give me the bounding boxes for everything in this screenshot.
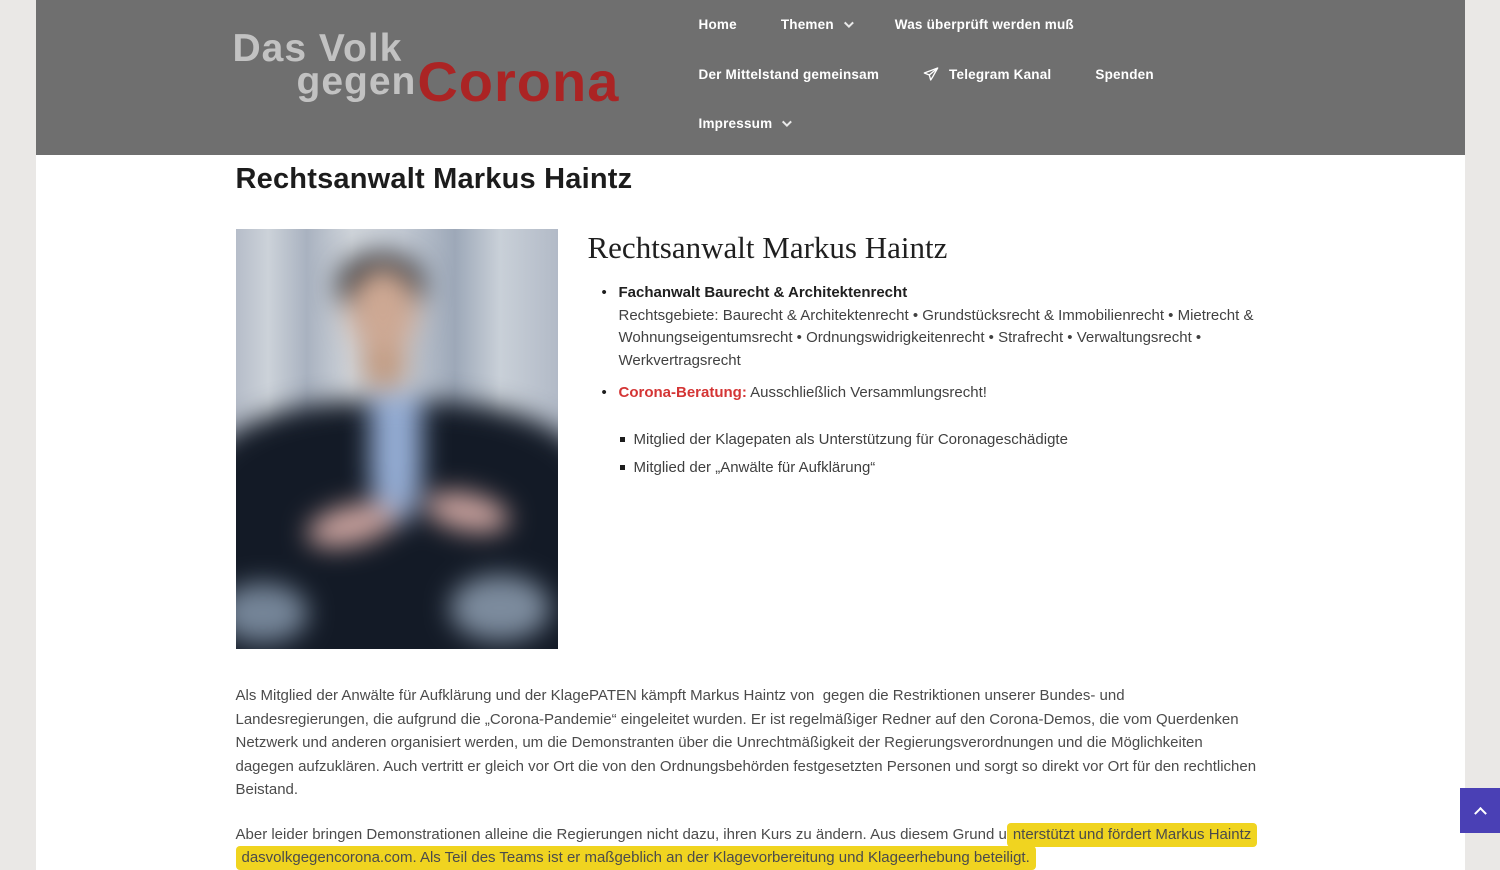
nav-item-mittelstand[interactable]: [699, 67, 880, 82]
nav-item-telegram[interactable]: [923, 66, 1051, 82]
credentials-list: [588, 282, 1256, 480]
site-header: [36, 0, 1465, 155]
corona-beratung-text: Ausschließlich Versammlungsrecht!: [750, 384, 987, 401]
logo-line-2: gegen: [233, 65, 417, 98]
main-nav: [699, 0, 1459, 149]
article-body: [236, 684, 1291, 870]
list-item-specialty: [619, 282, 1256, 372]
nav-label: Home: [699, 17, 737, 32]
paragraph-activism: Als Mitglied der Anwälte für Aufklärung und der KlagePATEN kämpft Markus Haintz von gegen die Restriktionen unserer Bundes- und Landesregierungen, die aufgrund die „Corona-Pandemie“ eingeleitet wurden. Er ist regelmäßiger Redner auf den Corona-Demos, die vom Querdenken Netzwerk und anderen organisiert werden, um die Demonstranten über die Unrechtmäßigkeit der Regierungsverordnungen und die Möglichkeiten dagegen aufzuklären. Auch vertritt er gleich vor Ort die von den Ordnungsbehörden festgesetzten Personen und sorgt so direkt vor Ort für den rechtlichen Beistand.: [236, 684, 1258, 802]
nav-label: Themen: [781, 17, 834, 32]
paragraph-support: [236, 823, 1258, 870]
nav-label: Impressum: [699, 116, 773, 131]
specialty-title: • Fachanwalt Baurecht & Architektenrecht: [619, 282, 1256, 305]
nav-item-home[interactable]: [699, 17, 737, 32]
specialty-body: Rechtsgebiete: Baurecht & Architektenrecht • Grundstücksrecht & Immobilienrecht • Mietrecht & Wohnungseigentumsrecht • Ordnungswidrigkeitenrecht • Strafrecht • Verwaltungsrecht • Werkvertragsrecht: [619, 307, 1254, 369]
nav-item-was-ueberprueft[interactable]: [895, 17, 1074, 32]
scroll-to-top-button[interactable]: [1460, 788, 1500, 833]
nav-row-1: [699, 0, 1459, 50]
page-container: [36, 0, 1465, 870]
chevron-up-icon: [1474, 807, 1487, 820]
blurred-portrait: [236, 229, 558, 649]
nav-label: Was überprüft werden muß: [895, 17, 1074, 32]
chevron-down-icon: [844, 18, 854, 28]
page-title: Rechtsanwalt Markus Haintz: [236, 163, 1291, 196]
nav-label: Telegram Kanal: [949, 67, 1051, 82]
list-item-membership: Mitglied der „Anwälte für Aufklärung“: [634, 457, 1256, 480]
nav-label: Spenden: [1095, 67, 1153, 82]
profile-heading: Rechtsanwalt Markus Haintz: [588, 230, 1256, 266]
nav-item-spenden[interactable]: [1095, 67, 1153, 82]
list-item-membership: Mitglied der Klagepaten als Unterstützung für Coronageschädigte: [634, 429, 1256, 452]
highlighted-text: nterstützt und fördert Markus Haintz: [1007, 823, 1257, 847]
nav-row-2: [699, 50, 1459, 100]
corona-beratung-label: Corona-Beratung:: [619, 384, 747, 401]
nav-row-3: [699, 99, 1459, 149]
logo-text-corona: Corona: [417, 61, 619, 103]
paragraph-text: Aber leider bringen Demonstrationen alleine die Regierungen nicht dazu, ihren Kurs zu ändern. Aus diesem Grund u: [236, 826, 1007, 843]
profile-section: [236, 229, 1291, 649]
site-logo[interactable]: [233, 32, 620, 98]
profile-photo: [236, 229, 558, 649]
nav-label: Der Mittelstand gemeinsam: [699, 67, 880, 82]
nav-item-themen[interactable]: [781, 17, 851, 32]
highlighted-text: dasvolkgegencorona.com. Als Teil des Teams ist er maßgeblich an der Klagevorbereitung und Klageerhebung beteiligt.: [236, 846, 1036, 870]
logo-text-gray: [233, 32, 403, 98]
main-content: [36, 155, 1465, 870]
profile-info: [588, 229, 1256, 649]
list-item-corona-beratung: [619, 382, 1256, 480]
logo-line-1: Das Volk: [233, 32, 403, 65]
nav-item-impressum[interactable]: [699, 116, 790, 131]
telegram-paper-plane-icon: [923, 66, 939, 82]
membership-list: [619, 429, 1256, 480]
chevron-down-icon: [782, 117, 792, 127]
